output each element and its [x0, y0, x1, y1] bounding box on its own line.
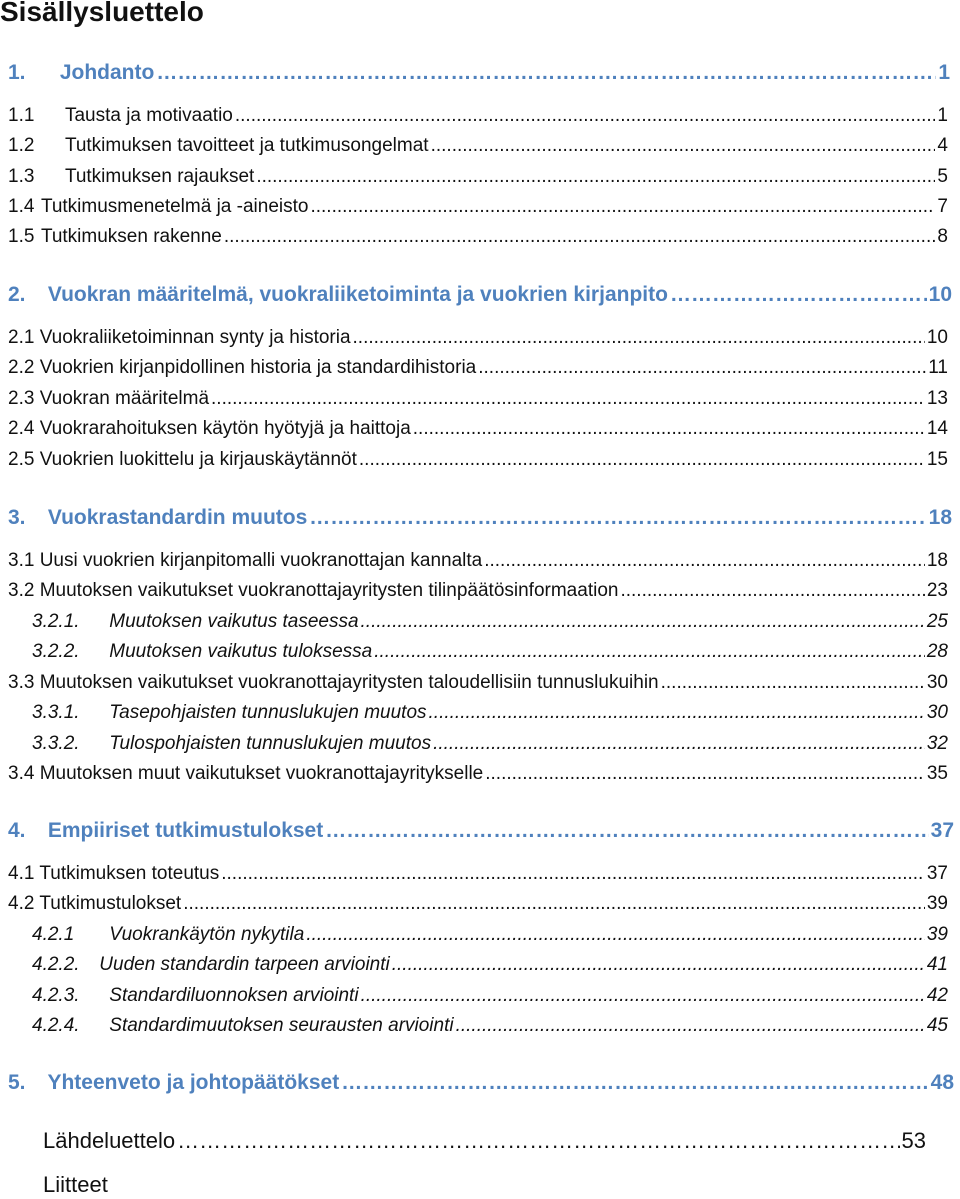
toc-entry-number: 4.2: [8, 893, 35, 914]
toc-entry-title: [32, 954, 390, 977]
toc-entry-text: Tutkimustulokset: [39, 893, 182, 914]
toc-entry[interactable]: [8, 60, 950, 85]
toc-entry[interactable]: [8, 893, 948, 916]
toc-entry[interactable]: [8, 105, 948, 128]
toc-entry[interactable]: [8, 327, 948, 350]
toc-entry-page: 13: [926, 388, 948, 409]
toc-entry-page: 41: [926, 954, 948, 975]
toc-entry-number: 5.: [8, 1071, 26, 1094]
toc-entry-text: Uuden standardin tarpeen arviointi: [99, 954, 390, 975]
dot-leader: [661, 672, 925, 695]
toc-entry-number: 2.1: [8, 327, 35, 348]
toc-entry[interactable]: [32, 954, 948, 977]
toc-entry-title: [32, 1015, 454, 1038]
toc-entry-text: Tausta ja motivaatio: [64, 105, 233, 126]
toc-entry-title: [8, 418, 411, 441]
toc-entry-page: 4: [937, 135, 948, 156]
toc-entry-title: [8, 505, 307, 530]
toc-entry[interactable]: [8, 282, 952, 307]
toc-entry-text: Muutoksen muut vaikutukset vuokranottajayritykselle: [39, 763, 484, 784]
dot-leader: [456, 1015, 925, 1038]
toc-entry-number: 3.: [8, 506, 26, 529]
toc-entry-text: Tulospohjaisten tunnuslukujen muutos: [109, 733, 432, 754]
toc-entry[interactable]: [32, 733, 948, 756]
toc-entry-text: Muutoksen vaikutus taseessa: [109, 611, 359, 632]
toc-entry-page: 18: [926, 550, 948, 571]
toc-entry-page: 37: [930, 819, 954, 842]
toc-entry[interactable]: [8, 357, 948, 380]
toc-entry-text: Vuokrien luokittelu ja kirjauskäytännöt: [39, 449, 357, 470]
dot-leader: [221, 863, 925, 886]
toc-entry-title: [8, 449, 357, 472]
toc-entry-title: [8, 863, 219, 886]
toc-entry-page: 18: [928, 506, 952, 529]
toc-entry-number: 4.2.2.: [32, 954, 80, 975]
toc-entry-title: [43, 1128, 175, 1154]
toc-entry[interactable]: [8, 505, 952, 530]
dot-leader: [361, 611, 925, 634]
toc-entry-text: Vuokrankäytön nykytila: [109, 924, 305, 945]
toc-entry-number: 3.2.2.: [32, 641, 80, 662]
toc-entry-text: Tutkimuksen rakenne: [40, 226, 222, 247]
toc-entry[interactable]: [8, 388, 948, 411]
toc-entry-number: 3.3.2.: [32, 733, 80, 754]
toc-entry[interactable]: [8, 226, 948, 249]
toc-entry-number: 3.4: [8, 763, 35, 784]
toc-entry-text: Tutkimuksen rajaukset: [64, 166, 255, 187]
toc-entry-title: [8, 226, 222, 249]
toc-entry[interactable]: [8, 863, 948, 886]
toc-entry-title: [43, 1172, 108, 1198]
toc-entry-text: Empiiriset tutkimustulokset: [47, 819, 324, 842]
toc-entry-number: 4.2.3.: [32, 985, 80, 1006]
toc-entry-text: Tutkimusmenetelmä ja -aineisto: [40, 196, 309, 217]
toc-entry[interactable]: [43, 1128, 926, 1154]
toc-entry[interactable]: [32, 985, 948, 1008]
dot-leader: [431, 135, 936, 158]
toc-entry-page: 37: [926, 863, 948, 884]
dot-leader: [478, 357, 926, 380]
toc-entry-text: Uusi vuokrien kirjanpitomalli vuokranottajan kannalta: [39, 550, 483, 571]
toc-entry-title: [8, 196, 308, 219]
dot-leader: [341, 1070, 928, 1095]
toc-entry-page: 15: [926, 449, 948, 470]
toc-entry-title: [8, 818, 323, 843]
toc-entry-title: [8, 388, 209, 411]
toc-entry-text: Vuokran määritelmä, vuokraliiketoiminta ja vuokrien kirjanpito: [47, 283, 668, 306]
toc-entry-text: Vuokrien kirjanpidollinen historia ja standardihistoria: [39, 357, 477, 378]
toc-entry-title: [32, 985, 359, 1008]
toc-entry[interactable]: [8, 135, 948, 158]
toc-entry-title: [8, 166, 254, 189]
dot-leader: [433, 733, 925, 756]
toc-entry-text: Lähdeluettelo: [43, 1128, 176, 1153]
toc-entry-page: 1: [937, 105, 948, 126]
dot-leader: [211, 388, 925, 411]
dot-leader: [374, 641, 925, 664]
toc-entry[interactable]: [8, 763, 948, 786]
toc-entry-title: [8, 893, 181, 916]
toc-entry[interactable]: [32, 641, 948, 664]
toc-entry-number: 2.2: [8, 357, 35, 378]
toc-entry-title: [32, 611, 359, 634]
toc-entry-title: [8, 672, 659, 695]
toc-entry-text: Johdanto: [59, 61, 155, 84]
dot-leader: [670, 282, 927, 307]
toc-entry[interactable]: [8, 166, 948, 189]
toc-entry-text: Yhteenveto ja johtopäätökset: [47, 1071, 340, 1094]
dot-leader: [177, 1128, 899, 1154]
dot-leader: [353, 327, 925, 350]
toc-entry[interactable]: [8, 1070, 954, 1095]
toc-entry-number: 1.5: [8, 226, 35, 247]
toc-entry-text: Liitteet: [43, 1172, 108, 1197]
toc-entry-number: 4.2.4.: [32, 1015, 80, 1036]
toc-entry-text: Muutoksen vaikutus tuloksessa: [109, 641, 373, 662]
dot-leader: [325, 818, 928, 843]
toc-entry-number: 3.2.1.: [32, 611, 80, 632]
toc-entry[interactable]: [32, 702, 948, 725]
toc-entry-number: 4.2.1: [32, 924, 75, 945]
toc-entry[interactable]: [8, 418, 948, 441]
toc-entry-page: 53: [901, 1128, 926, 1153]
toc-entry-title: [8, 60, 154, 85]
toc-entry-title: [32, 702, 427, 725]
toc-entry-text: Vuokrastandardin muutos: [47, 506, 308, 529]
dot-leader: [484, 550, 925, 573]
toc-entry-number: 2.: [8, 283, 26, 306]
toc-entry-text: Standardiluonnoksen arviointi: [109, 985, 359, 1006]
toc-entry-text: Standardimuutoksen seurausten arviointi: [109, 1015, 454, 1036]
toc-entry-title: [8, 580, 618, 603]
toc-entry-page: 8: [937, 226, 948, 247]
toc-entry[interactable]: [8, 196, 948, 219]
toc-entry-text: Muutoksen vaikutukset vuokranottajayritysten taloudellisiin tunnuslukuihin: [39, 672, 659, 693]
toc-entry-number: 3.3.1.: [32, 702, 80, 723]
toc-entry-text: Vuokran määritelmä: [39, 388, 210, 409]
toc-entry-title: [8, 357, 476, 380]
toc-entry-number: 1.4: [8, 196, 35, 217]
toc-entry-page: 25: [926, 611, 948, 632]
toc-entry-number: 3.3: [8, 672, 35, 693]
toc-entry-text: Vuokraliiketoiminnan synty ja historia: [39, 327, 351, 348]
toc-entry-page: 14: [926, 418, 948, 439]
toc-entry-title: [8, 105, 233, 128]
toc-entry-text: Muutoksen vaikutukset vuokranottajayritysten tilinpäätösinformaation: [39, 580, 619, 601]
toc-entry-number: 2.4: [8, 418, 35, 439]
toc-entry-title: [8, 1070, 339, 1095]
toc-entry-title: [8, 282, 668, 307]
toc-entry-title: [32, 733, 431, 756]
toc-entry-page: 28: [926, 641, 948, 662]
toc-entry-number: 2.5: [8, 449, 35, 470]
toc-entry-number: 2.3: [8, 388, 35, 409]
toc-entry[interactable]: [8, 672, 948, 695]
toc-entry-page: 10: [928, 283, 952, 306]
dot-leader: [306, 924, 925, 947]
toc-entry-page: 7: [937, 196, 948, 217]
toc-entry-title: [8, 135, 429, 158]
toc-entry-page: 10: [926, 327, 948, 348]
dot-leader: [359, 449, 925, 472]
toc-entry-page: 11: [928, 357, 948, 378]
toc-entry-page: 1: [938, 61, 950, 84]
toc-entry[interactable]: [8, 818, 954, 843]
page-title: Sisällysluettelo: [0, 0, 204, 27]
dot-leader: [429, 702, 925, 725]
toc-entry[interactable]: [8, 550, 948, 573]
dot-leader: [361, 985, 925, 1008]
toc-entry-number: 1.2: [8, 135, 35, 156]
toc-entry-page: 39: [926, 893, 948, 914]
toc-entry-page: 39: [926, 924, 948, 945]
toc-entry-page: 42: [926, 985, 948, 1006]
dot-leader: [620, 580, 924, 603]
dot-leader: [183, 893, 925, 916]
toc-entry-number: 1.3: [8, 166, 35, 187]
toc-entry[interactable]: [32, 1015, 948, 1038]
toc-entry-title: [8, 327, 351, 350]
dot-leader: [156, 60, 936, 85]
toc-entry-page: 45: [926, 1015, 948, 1036]
toc-entry-text: Tasepohjaisten tunnuslukujen muutos: [109, 702, 427, 723]
toc-entry-text: Vuokrarahoituksen käytön hyötyjä ja haittoja: [39, 418, 411, 439]
toc-entry[interactable]: [32, 611, 948, 634]
dot-leader: [310, 196, 935, 219]
toc-entry-title: [8, 550, 482, 573]
toc-entry-page: 30: [926, 702, 948, 723]
dot-leader: [392, 954, 925, 977]
toc-entry-page: 32: [926, 733, 948, 754]
toc-entry-number: 4.: [8, 819, 26, 842]
toc-entry-page: 30: [926, 672, 948, 693]
dot-leader: [413, 418, 925, 441]
dot-leader: [309, 505, 926, 530]
toc-entry-page: 48: [930, 1071, 954, 1094]
dot-leader: [256, 166, 935, 189]
toc-entry-title: [8, 763, 483, 786]
dot-leader: [485, 763, 925, 786]
toc-entry-number: 3.2: [8, 580, 35, 601]
toc-entry-text: Tutkimuksen tavoitteet ja tutkimusongelmat: [64, 135, 429, 156]
toc-entry-number: 3.1: [8, 550, 35, 571]
toc-entry[interactable]: [32, 924, 948, 947]
toc-entry[interactable]: [8, 449, 948, 472]
toc-entry-page: 5: [937, 166, 948, 187]
toc-entry-title: [32, 641, 372, 664]
toc-entry[interactable]: [8, 580, 948, 603]
toc-entry[interactable]: [43, 1172, 926, 1198]
dot-leader: [224, 226, 936, 249]
toc-entry-number: 1.1: [8, 105, 35, 126]
toc-entry-text: Tutkimuksen toteutus: [39, 863, 220, 884]
toc-entry-page: 35: [926, 763, 948, 784]
toc-entry-number: 1.: [8, 61, 26, 84]
dot-leader: [235, 105, 936, 128]
toc-entry-title: [32, 924, 304, 947]
toc-entry-page: 23: [926, 580, 948, 601]
toc-entry-number: 4.1: [8, 863, 35, 884]
